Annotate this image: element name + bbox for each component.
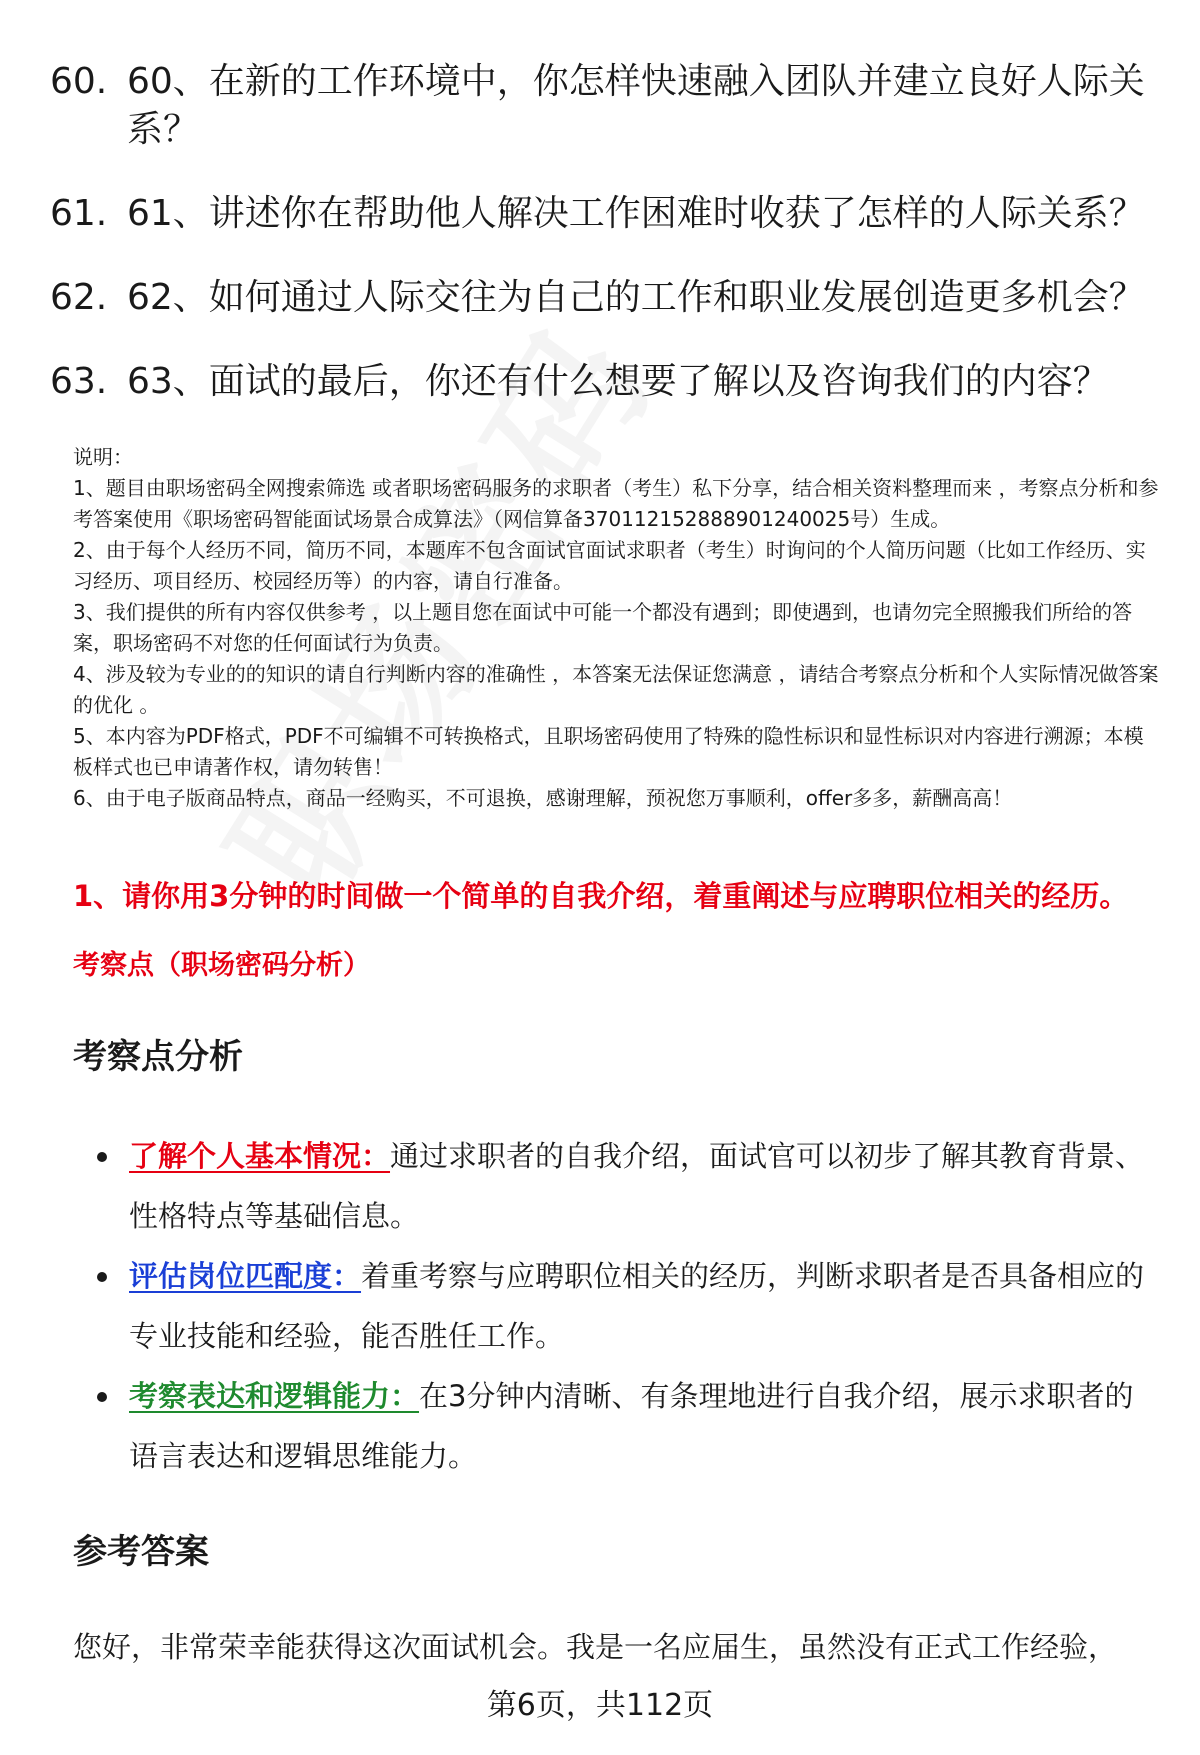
notes-title: 说明： <box>73 445 133 469</box>
answer-heading: 参考答案 <box>73 1532 209 1572</box>
bullet-text: 通过求职者的自我介绍，面试官可以初步了解其教育背景、性格特点等基础信息。 <box>129 1139 1145 1233</box>
note-item: 6、由于电子版商品特点，商品一经购买，不可退换，感谢理解，预祝您万事顺利，offer多多，薪酬高高！ <box>73 786 1013 810</box>
question-number: 60. <box>50 61 108 102</box>
list-item <box>50 190 1160 238</box>
analysis-list <box>97 1126 1157 1486</box>
analysis-heading: 考察点分析 <box>73 1037 243 1077</box>
question-text: 61、讲述你在帮助他人解决工作困难时收获了怎样的人际关系？ <box>127 193 1145 234</box>
exam-point-label: 考察点（职场密码分析） <box>73 950 370 981</box>
question-text: 60、在新的工作环境中，你怎样快速融入团队并建立良好人际关系？ <box>127 61 1145 150</box>
bullet-label: 考察表达和逻辑能力： <box>129 1379 420 1413</box>
note-item: 2、由于每个人经历不同，简历不同，本题库不包含面试官面试求职者（考生）时询问的个人简历问题（比如工作经历、实习经历、项目经历、校园经历等）的内容，请自行准备。 <box>73 538 1146 593</box>
list-item <box>50 58 1160 154</box>
bullet-icon <box>97 1392 107 1402</box>
bullet-label: 评估岗位匹配度： <box>129 1259 362 1293</box>
note-item: 1、题目由职场密码全网搜索筛选 或者职场密码服务的求职者（考生）私下分享，结合相关资料整理而来 ，考察点分析和参考答案使用《职场密码智能面试场景合成算法》（网信算备370112152888901240025号）生成。 <box>73 476 1159 531</box>
list-item <box>50 358 1160 406</box>
list-item <box>97 1246 1157 1366</box>
list-item <box>97 1366 1157 1486</box>
question-title: 1、请你用3分钟的时间做一个简单的自我介绍，着重阐述与应聘职位相关的经历。 <box>73 879 1129 913</box>
bullet-icon <box>97 1272 107 1282</box>
note-item: 3、我们提供的所有内容仅供参考 ，以上题目您在面试中可能一个都没有遇到；即使遇到，也请勿完全照搬我们所给的答案，职场密码不对您的任何面试行为负责。 <box>73 600 1133 655</box>
question-list <box>50 58 1160 442</box>
bullet-icon <box>97 1152 107 1162</box>
question-number: 61. <box>50 193 108 234</box>
question-number: 62. <box>50 277 108 318</box>
note-item: 5、本内容为PDF格式，PDF不可编辑不可转换格式，且职场密码使用了特殊的隐性标识和显性标识对内容进行溯源；本模板样式也已申请著作权，请勿转售！ <box>73 724 1144 779</box>
bullet-text: 在3分钟内清晰、有条理地进行自我介绍，展示求职者的语言表达和逻辑思维能力。 <box>129 1379 1134 1473</box>
list-item <box>50 274 1160 322</box>
page-footer: 第6页，共112页 <box>486 1688 714 1723</box>
question-number: 63. <box>50 361 108 402</box>
note-item: 4、涉及较为专业的的知识的请自行判断内容的准确性 ，本答案无法保证您满意 ，请结合考察点分析和个人实际情况做答案的优化 。 <box>73 662 1159 717</box>
notes-block <box>73 442 1163 814</box>
bullet-text: 着重考察与应聘职位相关的经历，判断求职者是否具备相应的专业技能和经验，能否胜任工作。 <box>129 1259 1145 1353</box>
question-text: 63、面试的最后，你还有什么想要了解以及咨询我们的内容？ <box>127 361 1109 402</box>
bullet-label: 了解个人基本情况： <box>129 1139 391 1173</box>
list-item <box>97 1126 1157 1246</box>
answer-text: 您好，非常荣幸能获得这次面试机会。我是一名应届生，虽然没有正式工作经验， <box>73 1630 1118 1664</box>
question-text: 62、如何通过人际交往为自己的工作和职业发展创造更多机会？ <box>127 277 1145 318</box>
